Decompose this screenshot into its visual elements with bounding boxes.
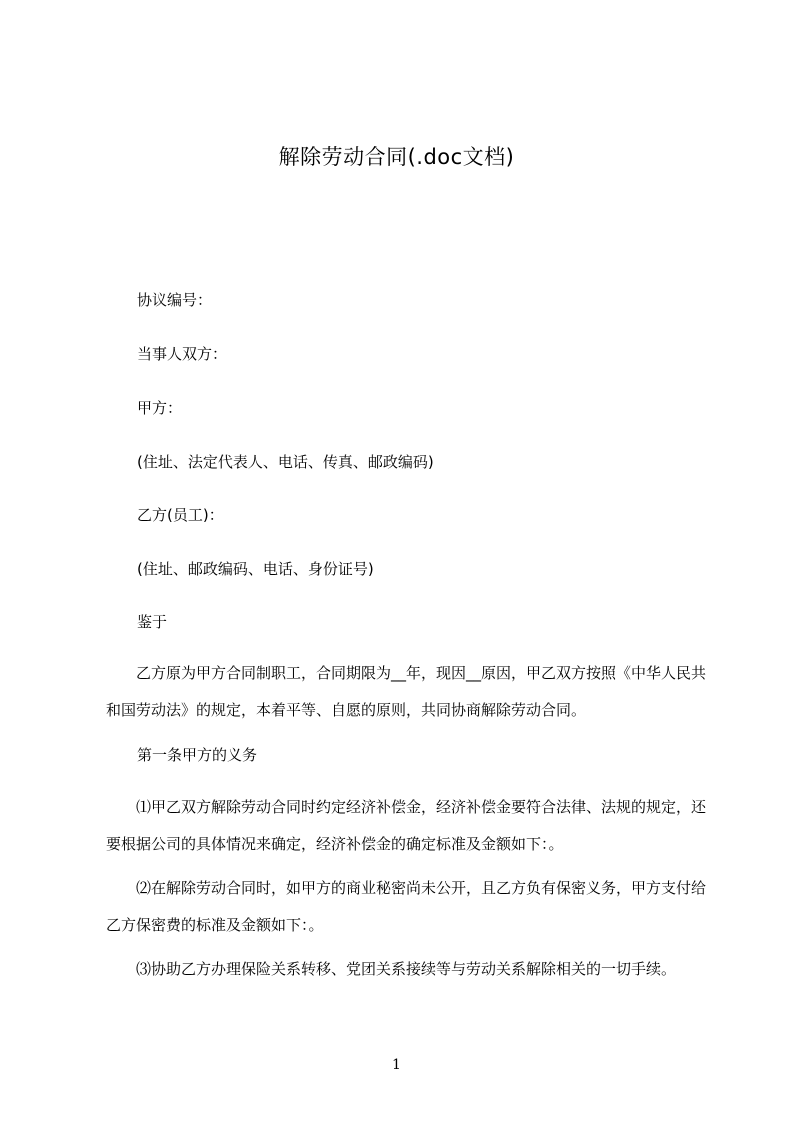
whereas-label: 鉴于 (137, 613, 168, 631)
document-title: 解除劳动合同(.doc文档) (278, 145, 515, 169)
party-a-info: (住址、法定代表人、电话、传真、邮政编码) (137, 453, 434, 471)
party-a-label: 甲方： (137, 399, 183, 417)
party-b-info: (住址、邮政编码、电话、身份证号) (137, 560, 374, 578)
parties-label: 当事人双方： (137, 345, 228, 363)
party-b-label: 乙方(员工)： (137, 506, 224, 524)
article-1-heading: 第一条甲方的义务 (137, 746, 258, 764)
page-number: 1 (392, 1057, 401, 1073)
clause-2: ⑵在解除劳动合同时，如甲方的商业秘密尚未公开，且乙方负有保密义务，甲方支付给乙方保密费的标准及金额如下：。 (106, 879, 707, 934)
agreement-number-label: 协议编号： (137, 291, 213, 309)
preamble-paragraph: 乙方原为甲方合同制职工，合同期限为__年，现因__原因，甲乙双方按照《中华人民共和国劳动法》的规定，本着平等、自愿的原则，共同协商解除劳动合同。 (106, 664, 707, 719)
clause-1: ⑴甲乙双方解除劳动合同时约定经济补偿金，经济补偿金要符合法律、法规的规定，还要根据公司的具体情况来确定，经济补偿金的确定标准及金额如下：。 (106, 798, 707, 853)
clause-3: ⑶协助乙方办理保险关系转移、党团关系接续等与劳动关系解除相关的一切手续。 (136, 960, 677, 978)
